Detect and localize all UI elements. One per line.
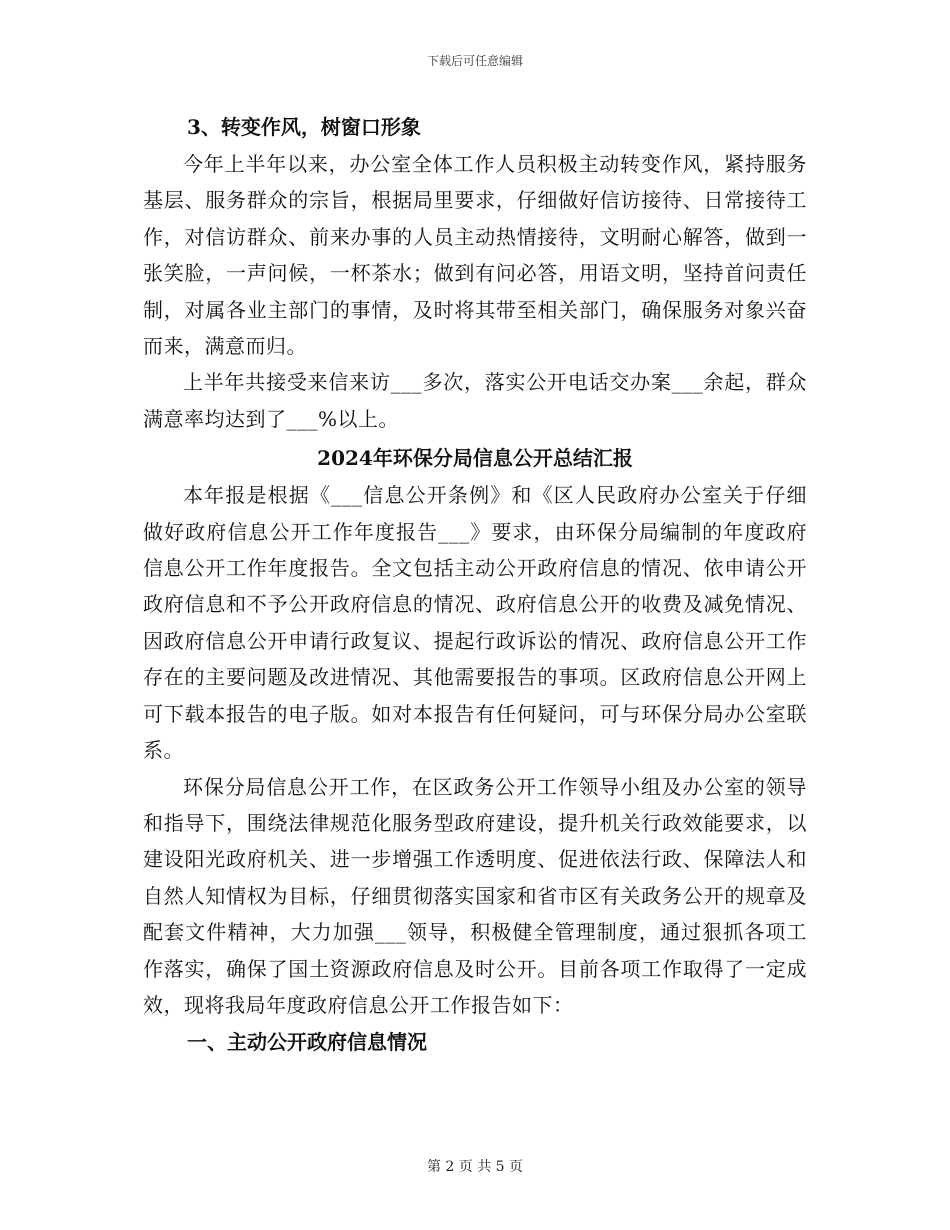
paragraph-work-style: 今年上半年以来，办公室全体工作人员积极主动转变作风，紧持服务基层、服务群众的宗旨，根据局里要求，仔细做好信访接待、日常接待工作，对信访群众、前来办事的人员主动热情接待，文明耐心解答，做到一张笑脸，一声问候，一杯茶水；做到有问必答，用语文明，坚持首问责任制，对属各业主部门的事情，及时将其带至相关部门，确保服务对象兴奋而来，满意而归。 bbox=[143, 152, 807, 359]
paragraph-visit-stats: 上半年共接受来信来访___多次，落实公开电话交办案___余起，群众满意率均达到了___%以上。 bbox=[143, 370, 807, 431]
document-body bbox=[143, 108, 807, 1061]
page-footer: 第 2 页 共 5 页 bbox=[426, 1159, 524, 1175]
paragraph-report-overview: 环保分局信息公开工作，在区政务公开工作领导小组及办公室的领导和指导下，围绕法律规范化服务型政府建设，提升机关行政效能要求，以建设阳光政府机关、进一步增强工作透明度、促进依法行政、保障法人和自然人知情权为目标，仔细贯彻落实国家和省市区有关政务公开的规章及配套文件精神，大力加强___领导，积极健全管理制度，通过狠抓各项工作落实，确保了国土资源政府信息及时公开。目前各项工作取得了一定成效，现将我局年度政府信息公开工作报告如下： bbox=[143, 774, 807, 1017]
section-heading-3: 3、转变作风，树窗口形象 bbox=[187, 115, 421, 139]
paragraph-report-intro: 本年报是根据《___信息公开条例》和《区人民政府办公室关于仔细做好政府信息公开工作年度报告___》要求，由环保分局编制的年度政府信息公开工作年度报告。全文包括主动公开政府信息的情况、依申请公开政府信息和不予公开政府信息的情况、政府信息公开的收费及减免情况、因政府信息公开申请行政复议、提起行政诉讼的情况、政府信息公开工作存在的主要问题及改进情况、其他需要报告的事项。区政府信息公开网上可下载本报告的电子版。如对本报告有任何疑问，可与环保分局办公室联系。 bbox=[143, 483, 807, 763]
report-title: 2024年环保分局信息公开总结汇报 bbox=[317, 446, 633, 471]
page-header: 下载后可任意编辑 bbox=[426, 54, 523, 68]
section-heading-1: 一、主动公开政府信息情况 bbox=[187, 1030, 427, 1055]
